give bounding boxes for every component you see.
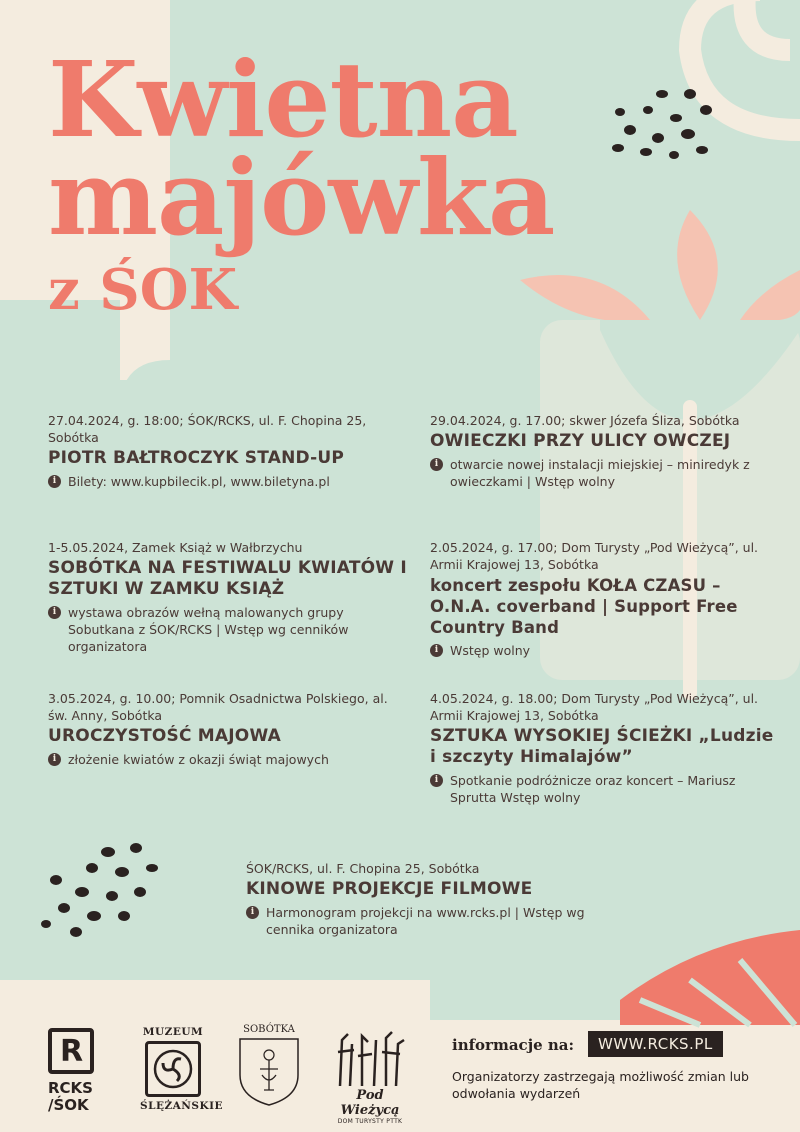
figures-icon: [332, 1030, 408, 1088]
event-standup: [48, 412, 398, 490]
muzeum-bottom-text: ŚLĘŻAŃSKIE: [140, 1100, 224, 1112]
event-meta: 4.05.2024, g. 18.00; Dom Turysty „Pod Wieżycą”, ul. Armii Krajowej 13, Sobótka: [430, 691, 759, 723]
event-meta: 27.04.2024, g. 18:00; ŚOK/RCKS, ul. F. Chopina 25, Sobótka: [48, 413, 367, 445]
pod-wiezyca-text: Pod Wieżycą: [340, 1088, 400, 1118]
event-kino: [246, 860, 626, 938]
event-headline: SOBÓTKA NA FESTIWALU KWIATÓW I SZTUKI W ZAMKU KSIĄŻ: [48, 558, 407, 599]
disclaimer-text: Organizatorzy zastrzegają możliwość zmian lub odwołania wydarzeń: [452, 1069, 749, 1101]
info-icon: i: [48, 606, 61, 619]
event-headline: OWIECZKI PRZY ULICY OWCZEJ: [430, 431, 731, 451]
event-info: i złożenie kwiatów z okazji świąt majowych: [48, 751, 398, 768]
event-info: i wystawa obrazów wełną malowanych grupy Sobutkana z ŚOK/RCKS | Wstęp wg cenników organizatora: [48, 604, 408, 655]
info-label: informacje na:: [452, 1036, 575, 1054]
title-line-1: Kwietna: [48, 38, 518, 161]
event-info: i Wstęp wolny: [430, 642, 780, 659]
event-meta: 2.05.2024, g. 17.00; Dom Turysty „Pod Wieżycą”, ul. Armii Krajowej 13, Sobótka: [430, 540, 759, 572]
sobotka-crest: [234, 1024, 304, 1111]
event-headline: SZTUKA WYSOKIEJ ŚCIEŻKI „Ludzie i szczyty Himalajów”: [430, 726, 774, 767]
title-line-2: majówka: [48, 136, 555, 259]
info-icon: i: [48, 475, 61, 488]
event-info: i Bilety: www.kupbilecik.pl, www.biletyna.pl: [48, 473, 398, 490]
info-icon: i: [430, 458, 443, 471]
event-meta: 3.05.2024, g. 10.00; Pomnik Osadnictwa Polskiego, al. św. Anny, Sobótka: [48, 691, 388, 723]
event-meta: ŚOK/RCKS, ul. F. Chopina 25, Sobótka: [246, 861, 480, 876]
sobotka-crest-text: SOBÓTKA: [243, 1024, 295, 1035]
triskelion-icon: [145, 1041, 201, 1097]
event-sztuka: [430, 690, 780, 806]
event-koncert: [430, 539, 780, 659]
event-headline: UROCZYSTOŚĆ MAJOWA: [48, 726, 281, 746]
pod-wiezyca-logo: [330, 1030, 410, 1125]
event-headline: PIOTR BAŁTROCZYK STAND-UP: [48, 448, 345, 468]
info-icon: i: [48, 753, 61, 766]
pod-wiezyca-subtext: DOM TURYSTY PTTK: [337, 1118, 403, 1125]
muzeum-top-text: MUZEUM: [142, 1026, 204, 1038]
event-headline: KINOWE PROJEKCJE FILMOWE: [246, 879, 533, 899]
info-icon: i: [430, 774, 443, 787]
footer-logos: [48, 1024, 428, 1125]
info-icon: i: [246, 906, 259, 919]
coat-of-arms-icon: [236, 1035, 302, 1107]
event-headline: koncert zespołu KOŁA CZASU – O.N.A. coverband | Support Free Country Band: [430, 576, 738, 637]
poster-title: [48, 38, 555, 323]
muzeum-logo: [140, 1026, 224, 1112]
event-festiwal: [48, 539, 408, 655]
event-info: i Harmonogram projekcji na www.rcks.pl | Wstęp wg cennika organizatora: [246, 904, 626, 938]
title-line-3: z ŚOK: [48, 257, 238, 323]
event-owieczki: [430, 412, 780, 490]
event-info: i Spotkanie podróżnicze oraz koncert – Mariusz Sprutta Wstęp wolny: [430, 772, 780, 806]
event-meta: 29.04.2024, g. 17.00; skwer Józefa Śliza, Sobótka: [430, 413, 740, 428]
website-link[interactable]: WWW.RCKS.PL: [588, 1031, 723, 1057]
event-info: i otwarcie nowej instalacji miejskiej – miniredyk z owieczkami | Wstęp wolny: [430, 456, 780, 490]
info-icon: i: [430, 644, 443, 657]
rcks-logo-text: RCKS /ŚOK: [48, 1079, 93, 1114]
rcks-mark-icon: R: [48, 1028, 94, 1074]
rcks-logo: [48, 1028, 108, 1114]
event-uroczystosc: [48, 690, 398, 768]
event-meta: 1-5.05.2024, Zamek Książ w Wałbrzychu: [48, 540, 303, 555]
